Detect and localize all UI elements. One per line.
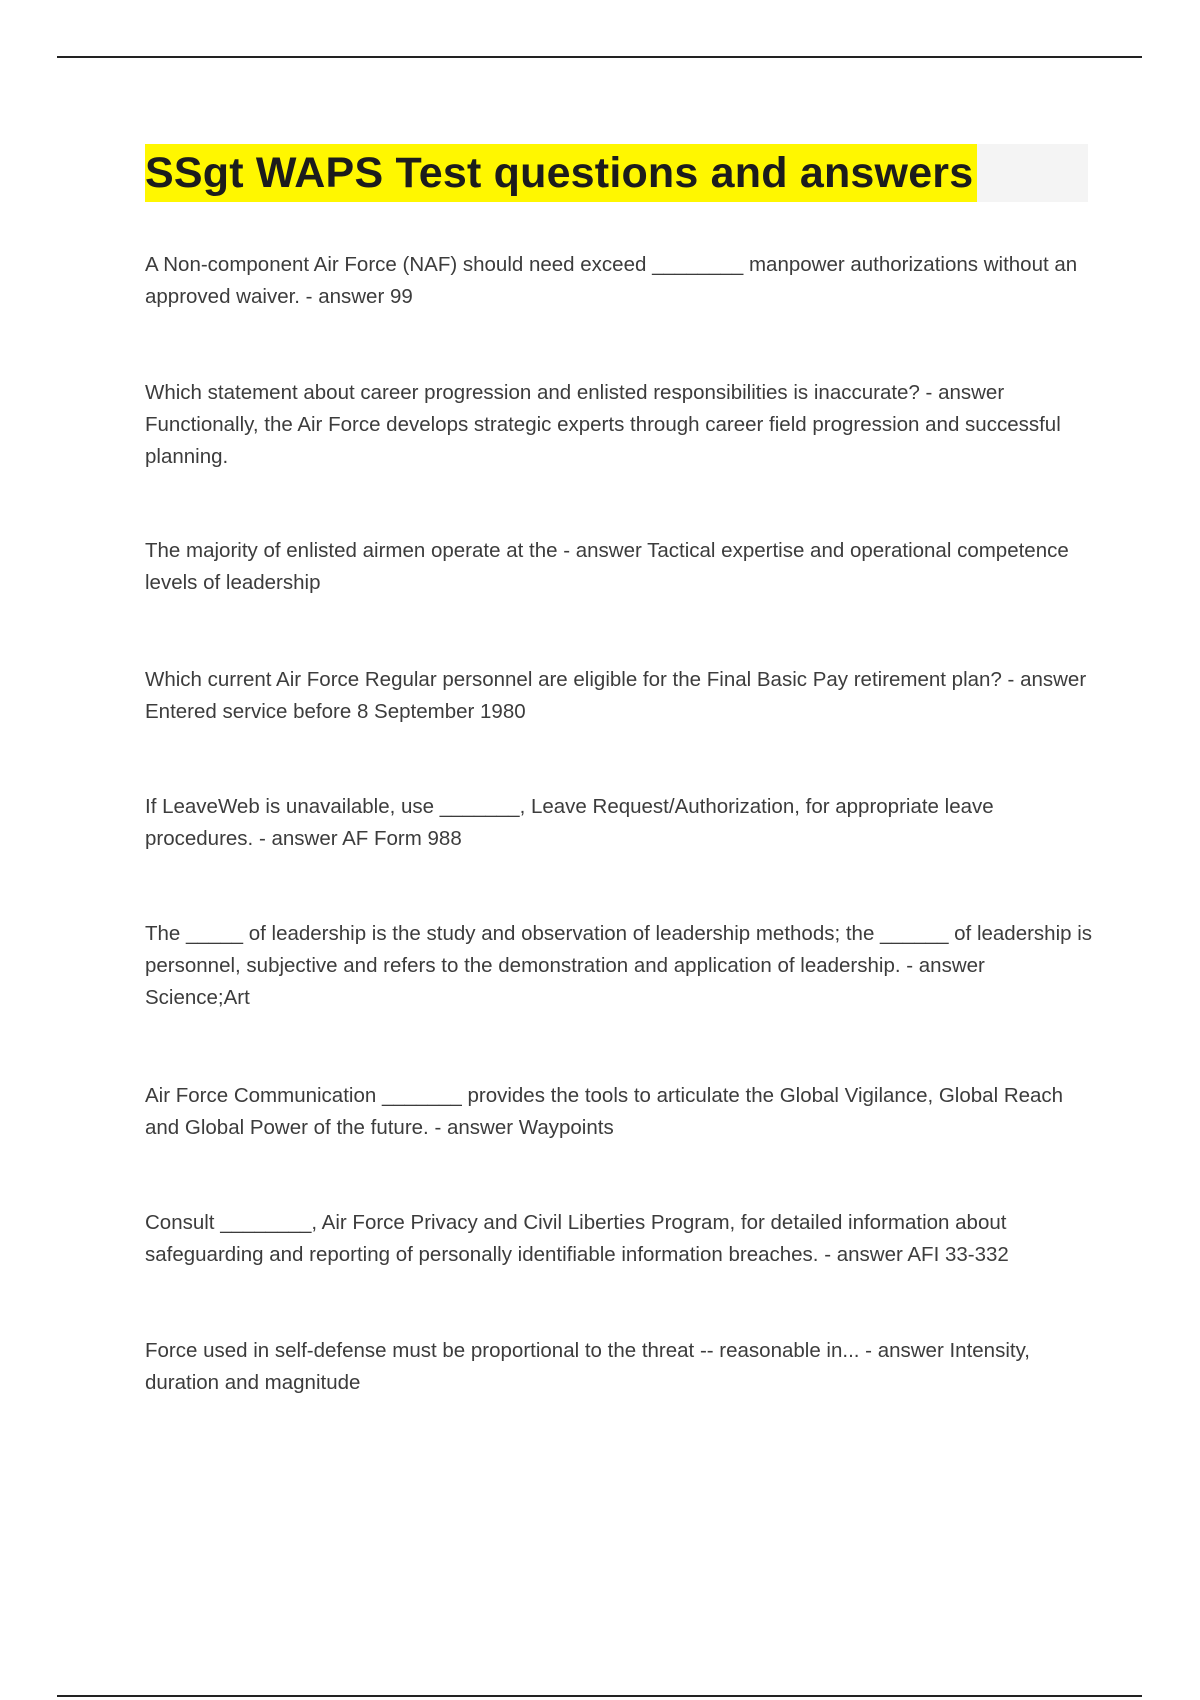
qa-item-5: If LeaveWeb is unavailable, use _______, Leave Request/Authorization, for appropriate leave procedures. - answer AF Form 988 [145,795,994,850]
qa-item-7: Air Force Communication _______ provides the tools to articulate the Global Vigilance, Global Reach and Global Power of the future. - answer Waypoints [145,1084,1064,1139]
qa-item-4: Which current Air Force Regular personnel are eligible for the Final Basic Pay retirement plan? - answer Entered service before 8 September 1980 [145,668,1087,723]
qa-item-8: Consult ________, Air Force Privacy and Civil Liberties Program, for detailed information about safeguarding and reporting of personally identifiable information breaches. - answer AFI 33-332 [145,1211,1009,1266]
title-block [145,144,1088,202]
qa-item-1: A Non-component Air Force (NAF) should need exceed ________ manpower authorizations without an approved waiver. - answer 99 [145,253,1078,308]
qa-item-9: Force used in self-defense must be proportional to the threat -- reasonable in... - answer Intensity, duration and magnitude [145,1339,1030,1394]
qa-item-3: The majority of enlisted airmen operate at the - answer Tactical expertise and operational competence levels of leadership [145,539,1069,594]
bottom-rule [57,1695,1142,1697]
qa-item-6: The _____ of leadership is the study and observation of leadership methods; the ______ of leadership is personnel, subjective and refers to the demonstration and application of leadership. - answer Science;Art [145,922,1093,1009]
qa-item-2: Which statement about career progression and enlisted responsibilities is inaccurate? - answer Functionally, the Air Force develops strategic experts through career field progression and successful planning. [145,381,1061,468]
page-title: SSgt WAPS Test questions and answers [145,144,977,202]
top-rule [57,56,1142,58]
